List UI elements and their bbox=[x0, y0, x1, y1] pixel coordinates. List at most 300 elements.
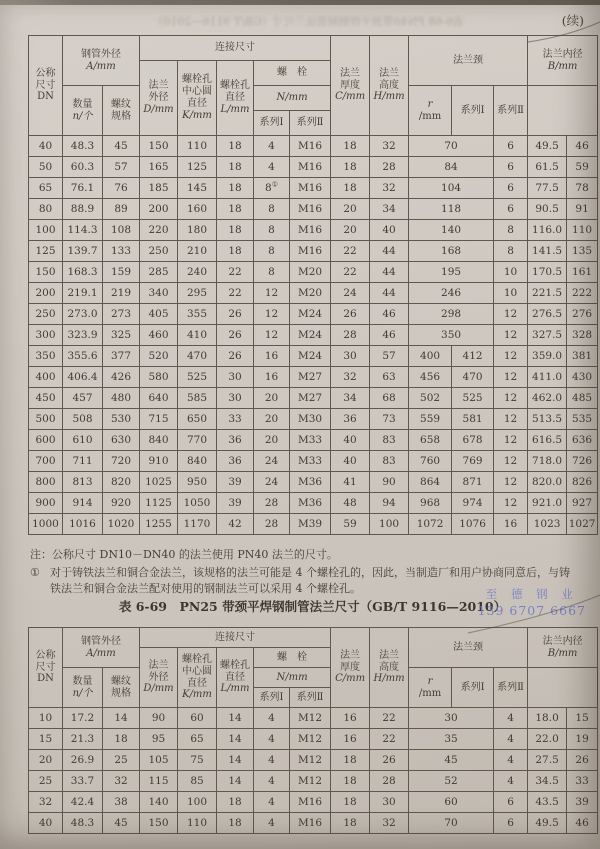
header-line: 法兰 bbox=[148, 80, 169, 92]
cell-thickness: 41 bbox=[331, 472, 370, 493]
cell-height: 28 bbox=[370, 771, 409, 792]
cell-thickness: 40 bbox=[331, 451, 370, 472]
cell-thread: M12 bbox=[290, 771, 331, 792]
cell-bolt-qty: 28 bbox=[254, 493, 290, 514]
cell-bolt-circle: 950 bbox=[178, 472, 217, 493]
cell-bore-s1: 18.0 bbox=[528, 708, 567, 729]
header-line: 外径 bbox=[148, 92, 169, 104]
cell-bore-s1: 327.5 bbox=[528, 325, 567, 346]
cell-bolt-circle: 585 bbox=[178, 388, 217, 409]
header-unit: D/mm bbox=[143, 103, 174, 115]
header-line: 直径 bbox=[187, 98, 207, 109]
cell-height: 28 bbox=[370, 157, 409, 178]
cell-thickness: 18 bbox=[331, 813, 370, 834]
cell-bolt-qty: 4 bbox=[254, 136, 290, 157]
cell-r: 10 bbox=[494, 262, 528, 283]
cell-pipe-od-s1: 406.4 bbox=[63, 367, 103, 388]
cell-r: 12 bbox=[494, 409, 528, 430]
cell-thread: M16 bbox=[290, 136, 331, 157]
header-line: 螺栓孔 bbox=[182, 653, 212, 665]
cell-neck: 60 bbox=[409, 792, 494, 813]
header-unit: n/个 bbox=[72, 110, 93, 122]
col-header-neck-n: N/mm bbox=[254, 86, 331, 111]
cell-thread: M20 bbox=[290, 283, 331, 304]
header-line: 法兰 bbox=[379, 649, 400, 661]
col-header-thread bbox=[103, 668, 140, 708]
col-header-flange-od bbox=[140, 61, 178, 136]
cell-neck: 140 bbox=[409, 220, 494, 241]
header-unit: B/mm bbox=[547, 647, 578, 659]
cell-bolt-circle: 75 bbox=[178, 750, 217, 771]
cell-bolt-qty: 12 bbox=[254, 304, 290, 325]
cell-thickness: 28 bbox=[331, 325, 370, 346]
cell-bolt-circle: 410 bbox=[178, 325, 217, 346]
cell-flange-od: 220 bbox=[140, 220, 178, 241]
cell-pipe-od-s1: 48.3 bbox=[63, 136, 103, 157]
cell-r: 6 bbox=[494, 792, 528, 813]
cell-bolt-hole: 36 bbox=[217, 430, 254, 451]
cell-flange-od: 250 bbox=[140, 241, 178, 262]
col-header-bolt-hole bbox=[217, 648, 254, 708]
cell-bore-s1: 359.0 bbox=[528, 346, 567, 367]
cell-thickness: 26 bbox=[331, 304, 370, 325]
cell-bolt-hole: 14 bbox=[217, 729, 254, 750]
col-header-thickness bbox=[331, 628, 370, 708]
cell-neck: 30 bbox=[409, 708, 494, 729]
header-line: 螺纹 bbox=[111, 98, 131, 110]
flange-table-pn25 bbox=[28, 627, 598, 834]
cell-bolt-circle: 110 bbox=[178, 136, 217, 157]
cell-thread: M16 bbox=[290, 813, 331, 834]
cell-bolt-circle: 470 bbox=[178, 346, 217, 367]
table-row bbox=[29, 708, 598, 729]
cell-flange-od: 640 bbox=[140, 388, 178, 409]
cell-bore-s1: 820.0 bbox=[528, 472, 567, 493]
header-line: r bbox=[427, 675, 433, 687]
cell-bore-s1: 276.5 bbox=[528, 304, 567, 325]
cell-neck-s1: 1072 bbox=[409, 514, 452, 535]
cell-flange-od: 185 bbox=[140, 178, 178, 199]
cell-bolt-hole: 18 bbox=[217, 220, 254, 241]
cell-pipe-od-s2: 45 bbox=[103, 136, 140, 157]
cell-bolt-qty: 16 bbox=[254, 367, 290, 388]
cell-thickness: 32 bbox=[331, 367, 370, 388]
cell-bolt-circle: 145 bbox=[178, 178, 217, 199]
header-unit: H/mm bbox=[373, 673, 405, 685]
header-line: r bbox=[427, 98, 433, 110]
cell-height: 22 bbox=[370, 708, 409, 729]
cell-flange-od: 520 bbox=[140, 346, 178, 367]
cell-bore-s2: 33 bbox=[567, 771, 598, 792]
cell-height: 44 bbox=[370, 262, 409, 283]
cell-pipe-od-s1: 17.2 bbox=[63, 708, 103, 729]
cell-neck: 35 bbox=[409, 729, 494, 750]
cell-pipe-od-s2: 45 bbox=[103, 813, 140, 834]
cell-pipe-od-s2: 133 bbox=[103, 241, 140, 262]
cell-dn: 200 bbox=[29, 283, 63, 304]
cell-bolt-hole: 18 bbox=[217, 136, 254, 157]
note-prefix: 注： bbox=[30, 548, 52, 561]
cell-bore-s2: 135 bbox=[567, 241, 598, 262]
cell-bore-s1: 411.0 bbox=[528, 367, 567, 388]
cell-bore-s2: 927 bbox=[567, 493, 598, 514]
cell-bolt-qty: 12 bbox=[254, 283, 290, 304]
cell-dn: 350 bbox=[29, 346, 63, 367]
header-unit: H/mm bbox=[373, 91, 405, 103]
cell-bolt-hole: 14 bbox=[217, 750, 254, 771]
col-header-neck-series1: 系列Ⅰ bbox=[254, 111, 290, 136]
cell-height: 40 bbox=[370, 220, 409, 241]
cell-bore-s1: 221.5 bbox=[528, 283, 567, 304]
continued-marker: (续) bbox=[561, 13, 584, 28]
header-line: 法兰内径 bbox=[542, 635, 583, 647]
cell-thickness: 20 bbox=[331, 199, 370, 220]
cell-bolt-qty: 20 bbox=[254, 409, 290, 430]
cell-bolt-hole: 30 bbox=[217, 388, 254, 409]
cell-height: 32 bbox=[370, 178, 409, 199]
cell-bolt-circle: 180 bbox=[178, 220, 217, 241]
cell-bolt-circle: 525 bbox=[178, 367, 217, 388]
header-line: 法兰 bbox=[340, 649, 361, 661]
cell-bolt-qty: 24 bbox=[254, 472, 290, 493]
cell-neck: 118 bbox=[409, 199, 494, 220]
header-line: 直径 bbox=[187, 677, 207, 689]
cell-flange-od: 1125 bbox=[140, 493, 178, 514]
cell-dn: 100 bbox=[29, 220, 63, 241]
cell-height: 32 bbox=[370, 136, 409, 157]
table-row bbox=[29, 346, 598, 367]
cell-height: 100 bbox=[370, 514, 409, 535]
header-line: 数量 bbox=[72, 98, 93, 110]
header-line: 中心圆 bbox=[182, 86, 212, 98]
cell-thickness: 24 bbox=[331, 283, 370, 304]
cell-pipe-od-s1: 76.1 bbox=[63, 178, 103, 199]
cell-bolt-hole: 18 bbox=[217, 792, 254, 813]
cell-bore-s1: 77.5 bbox=[528, 178, 567, 199]
cell-bolt-qty: 8 bbox=[254, 220, 290, 241]
col-header-bolt-circle bbox=[178, 648, 217, 708]
cell-pipe-od-s1: 168.3 bbox=[63, 262, 103, 283]
note-text: 公称尺寸 DN10－DN40 的法兰使用 PN40 法兰的尺寸。 bbox=[52, 548, 338, 561]
col-header-connect: 连接尺寸 bbox=[140, 36, 331, 61]
header-line: 法兰 bbox=[379, 67, 400, 79]
cell-r: 6 bbox=[494, 136, 528, 157]
header-unit: B/mm bbox=[547, 60, 578, 72]
cell-pipe-od-s2: 25 bbox=[103, 750, 140, 771]
cell-height: 44 bbox=[370, 283, 409, 304]
header-line: 尺寸 bbox=[35, 79, 56, 91]
header-line: 外径 bbox=[148, 671, 169, 683]
cell-pipe-od-s1: 26.9 bbox=[63, 750, 103, 771]
cell-height: 46 bbox=[370, 304, 409, 325]
cell-pipe-od-s1: 273.0 bbox=[63, 304, 103, 325]
cell-pipe-od-s2: 273 bbox=[103, 304, 140, 325]
cell-bore-s2: 78 bbox=[567, 178, 598, 199]
cell-flange-od: 580 bbox=[140, 367, 178, 388]
cell-flange-od: 910 bbox=[140, 451, 178, 472]
cell-flange-od: 285 bbox=[140, 262, 178, 283]
col-header-height bbox=[370, 628, 409, 708]
cell-neck-s1: 760 bbox=[409, 451, 452, 472]
cell-flange-od: 460 bbox=[140, 325, 178, 346]
cell-thread: M33 bbox=[290, 451, 331, 472]
cell-dn: 32 bbox=[29, 792, 63, 813]
cell-neck: 45 bbox=[409, 750, 494, 771]
cell-bolt-qty: 8 bbox=[254, 262, 290, 283]
cell-bore-s2: 161 bbox=[567, 262, 598, 283]
cell-bolt-hole: 39 bbox=[217, 493, 254, 514]
cell-height: 22 bbox=[370, 729, 409, 750]
cell-thickness: 18 bbox=[331, 136, 370, 157]
cell-bore-s2: 46 bbox=[567, 813, 598, 834]
cell-dn: 900 bbox=[29, 493, 63, 514]
header-line: 螺栓孔 bbox=[220, 80, 250, 92]
cell-bolt-qty: 4 bbox=[254, 792, 290, 813]
header-line: 法兰 bbox=[340, 67, 361, 79]
table-row bbox=[29, 771, 598, 792]
header-line: /mm bbox=[418, 110, 442, 122]
cell-thread: M16 bbox=[290, 178, 331, 199]
table-row bbox=[29, 430, 598, 451]
cell-bolt-qty: 4 bbox=[254, 771, 290, 792]
col-header-bore-series1: 系列Ⅰ bbox=[452, 86, 494, 136]
col-header-bolt: 螺 栓 bbox=[254, 61, 331, 86]
cell-neck-s1: 456 bbox=[409, 367, 452, 388]
cell-thread: M16 bbox=[290, 199, 331, 220]
cell-pipe-od-s2: 377 bbox=[103, 346, 140, 367]
col-header-bolt-hole bbox=[217, 61, 254, 136]
cell-pipe-od-s2: 14 bbox=[103, 708, 140, 729]
cell-bolt-circle: 100 bbox=[178, 792, 217, 813]
cell-pipe-od-s2: 426 bbox=[103, 367, 140, 388]
cell-bolt-qty: 8 bbox=[254, 199, 290, 220]
cell-thread: M24 bbox=[290, 304, 331, 325]
cell-pipe-od-s1: 508 bbox=[63, 409, 103, 430]
header-unit: n/个 bbox=[72, 687, 93, 699]
cell-height: 68 bbox=[370, 388, 409, 409]
watermark bbox=[478, 586, 586, 618]
cell-pipe-od-s2: 219 bbox=[103, 283, 140, 304]
cell-neck: 104 bbox=[409, 178, 494, 199]
cell-bore-s2: 222 bbox=[567, 283, 598, 304]
cell-pipe-od-s1: 323.9 bbox=[63, 325, 103, 346]
cell-bolt-circle: 650 bbox=[178, 409, 217, 430]
cell-bore-s2: 276 bbox=[567, 304, 598, 325]
cell-bolt-circle: 1050 bbox=[178, 493, 217, 514]
cell-dn: 50 bbox=[29, 157, 63, 178]
cell-bolt-circle: 65 bbox=[178, 729, 217, 750]
col-header-thickness bbox=[331, 36, 370, 136]
cell-thickness: 34 bbox=[331, 388, 370, 409]
cell-dn: 20 bbox=[29, 750, 63, 771]
header-unit: L/mm bbox=[220, 683, 250, 695]
cell-height: 44 bbox=[370, 241, 409, 262]
cell-bolt-hole: 14 bbox=[217, 708, 254, 729]
cell-height: 63 bbox=[370, 367, 409, 388]
cell-bolt-hole: 14 bbox=[217, 771, 254, 792]
cell-r: 6 bbox=[494, 813, 528, 834]
col-header-dn bbox=[29, 628, 63, 708]
cell-dn: 15 bbox=[29, 729, 63, 750]
cell-bore-s1: 462.0 bbox=[528, 388, 567, 409]
cell-bore-s1: 921.0 bbox=[528, 493, 567, 514]
cell-r: 10 bbox=[494, 283, 528, 304]
header-line: 高度 bbox=[379, 661, 400, 673]
cell-pipe-od-s2: 89 bbox=[103, 199, 140, 220]
cell-dn: 800 bbox=[29, 472, 63, 493]
col-header-pipe-od bbox=[63, 628, 140, 668]
table-row bbox=[29, 388, 598, 409]
table-row bbox=[29, 262, 598, 283]
col-header-neck-series2: 系列Ⅱ bbox=[290, 111, 331, 136]
cell-pipe-od-s1: 88.9 bbox=[63, 199, 103, 220]
col-header-neck: 法兰颈 bbox=[409, 36, 528, 86]
cell-flange-od: 150 bbox=[140, 813, 178, 834]
col-header-dn bbox=[29, 36, 63, 136]
cell-bore-s1: 1023 bbox=[528, 514, 567, 535]
cell-bore-s2: 430 bbox=[567, 367, 598, 388]
cell-pipe-od-s2: 480 bbox=[103, 388, 140, 409]
table-row bbox=[29, 220, 598, 241]
cell-neck-s2: 871 bbox=[452, 472, 494, 493]
cell-bore-s1: 141.5 bbox=[528, 241, 567, 262]
cell-dn: 400 bbox=[29, 367, 63, 388]
cell-thread: M36 bbox=[290, 493, 331, 514]
header-unit: A/mm bbox=[86, 60, 116, 72]
col-header-bore-series2: 系列Ⅱ bbox=[494, 86, 528, 136]
cell-dn: 65 bbox=[29, 178, 63, 199]
cell-r: 4 bbox=[494, 708, 528, 729]
table-row bbox=[29, 199, 598, 220]
cell-bore-s2: 59 bbox=[567, 157, 598, 178]
cell-dn: 25 bbox=[29, 771, 63, 792]
table-row bbox=[29, 283, 598, 304]
cell-neck: 168 bbox=[409, 241, 494, 262]
cell-r: 12 bbox=[494, 346, 528, 367]
cell-bolt-qty: 28 bbox=[254, 514, 290, 535]
header-line: 螺栓孔 bbox=[182, 74, 212, 86]
table-row bbox=[29, 157, 598, 178]
cell-bolt-circle: 110 bbox=[178, 813, 217, 834]
cell-pipe-od-s2: 159 bbox=[103, 262, 140, 283]
col-header-bore bbox=[528, 36, 598, 86]
cell-r: 8 bbox=[494, 220, 528, 241]
cell-bolt-hole: 26 bbox=[217, 346, 254, 367]
cell-thread: M12 bbox=[290, 750, 331, 771]
header-line: /mm bbox=[418, 687, 442, 699]
cell-flange-od: 340 bbox=[140, 283, 178, 304]
cell-bore-s1: 61.5 bbox=[528, 157, 567, 178]
cell-dn: 10 bbox=[29, 708, 63, 729]
cell-bore-s2: 535 bbox=[567, 409, 598, 430]
cell-bolt-hole: 22 bbox=[217, 283, 254, 304]
cell-bolt-circle: 295 bbox=[178, 283, 217, 304]
table-header bbox=[29, 36, 598, 136]
cell-pipe-od-s2: 18 bbox=[103, 729, 140, 750]
cell-height: 94 bbox=[370, 493, 409, 514]
cell-neck: 350 bbox=[409, 325, 494, 346]
cell-bolt-circle: 85 bbox=[178, 771, 217, 792]
header-line: 尺寸 bbox=[35, 661, 56, 673]
cell-flange-od: 405 bbox=[140, 304, 178, 325]
cell-height: 26 bbox=[370, 750, 409, 771]
table-row bbox=[29, 136, 598, 157]
cell-pipe-od-s2: 530 bbox=[103, 409, 140, 430]
col-header-r bbox=[409, 86, 452, 136]
cell-flange-od: 105 bbox=[140, 750, 178, 771]
table-row bbox=[29, 514, 598, 535]
cell-thickness: 48 bbox=[331, 493, 370, 514]
cell-bolt-hole: 18 bbox=[217, 178, 254, 199]
cell-neck-s1: 658 bbox=[409, 430, 452, 451]
cell-neck-s1: 400 bbox=[409, 346, 452, 367]
col-header-thread bbox=[103, 86, 140, 136]
cell-bore-s1: 49.5 bbox=[528, 813, 567, 834]
note-line bbox=[30, 547, 578, 563]
header-line: 直径 bbox=[225, 671, 245, 683]
col-header-bolt-circle bbox=[178, 61, 217, 136]
cell-bore-s2: 91 bbox=[567, 199, 598, 220]
cell-thread: M12 bbox=[290, 708, 331, 729]
cell-thickness: 20 bbox=[331, 220, 370, 241]
header-line: 规格 bbox=[111, 110, 131, 122]
cell-bolt-qty: 16 bbox=[254, 346, 290, 367]
table-row bbox=[29, 750, 598, 771]
cell-height: 46 bbox=[370, 325, 409, 346]
cell-neck: 52 bbox=[409, 771, 494, 792]
cell-neck: 70 bbox=[409, 813, 494, 834]
col-header-bore-series2: 系列Ⅱ bbox=[494, 668, 528, 708]
cell-flange-od: 140 bbox=[140, 792, 178, 813]
header-unit: K/mm bbox=[182, 109, 212, 121]
cell-dn: 300 bbox=[29, 325, 63, 346]
cell-bolt-hole: 33 bbox=[217, 409, 254, 430]
cell-r: 12 bbox=[494, 304, 528, 325]
cell-dn: 600 bbox=[29, 430, 63, 451]
header-line: DN bbox=[37, 91, 54, 103]
cell-bore-s2: 826 bbox=[567, 472, 598, 493]
col-header-neck-n: N/mm bbox=[254, 668, 331, 688]
cell-thickness: 18 bbox=[331, 792, 370, 813]
cell-thickness: 36 bbox=[331, 409, 370, 430]
cell-bolt-hole: 39 bbox=[217, 472, 254, 493]
cell-flange-od: 165 bbox=[140, 157, 178, 178]
cell-flange-od: 1255 bbox=[140, 514, 178, 535]
cell-dn: 700 bbox=[29, 451, 63, 472]
cell-dn: 500 bbox=[29, 409, 63, 430]
cell-thread: M27 bbox=[290, 367, 331, 388]
cell-flange-od: 200 bbox=[140, 199, 178, 220]
header-line: 法兰 bbox=[148, 659, 169, 671]
cell-dn: 250 bbox=[29, 304, 63, 325]
table-header bbox=[29, 628, 598, 708]
cell-bolt-hole: 36 bbox=[217, 451, 254, 472]
col-header-bolt: 螺 栓 bbox=[254, 648, 331, 668]
cell-thread: M12 bbox=[290, 729, 331, 750]
cell-bolt-circle: 160 bbox=[178, 199, 217, 220]
cell-pipe-od-s2: 38 bbox=[103, 792, 140, 813]
cell-thread: M24 bbox=[290, 325, 331, 346]
cell-flange-od: 1025 bbox=[140, 472, 178, 493]
cell-bolt-hole: 26 bbox=[217, 304, 254, 325]
cell-pipe-od-s1: 813 bbox=[63, 472, 103, 493]
cell-bolt-qty: 20 bbox=[254, 388, 290, 409]
cell-bore-s2: 26 bbox=[567, 750, 598, 771]
cell-r: 12 bbox=[494, 388, 528, 409]
header-unit: A/mm bbox=[86, 647, 116, 659]
cell-r: 12 bbox=[494, 451, 528, 472]
cell-r: 6 bbox=[494, 199, 528, 220]
